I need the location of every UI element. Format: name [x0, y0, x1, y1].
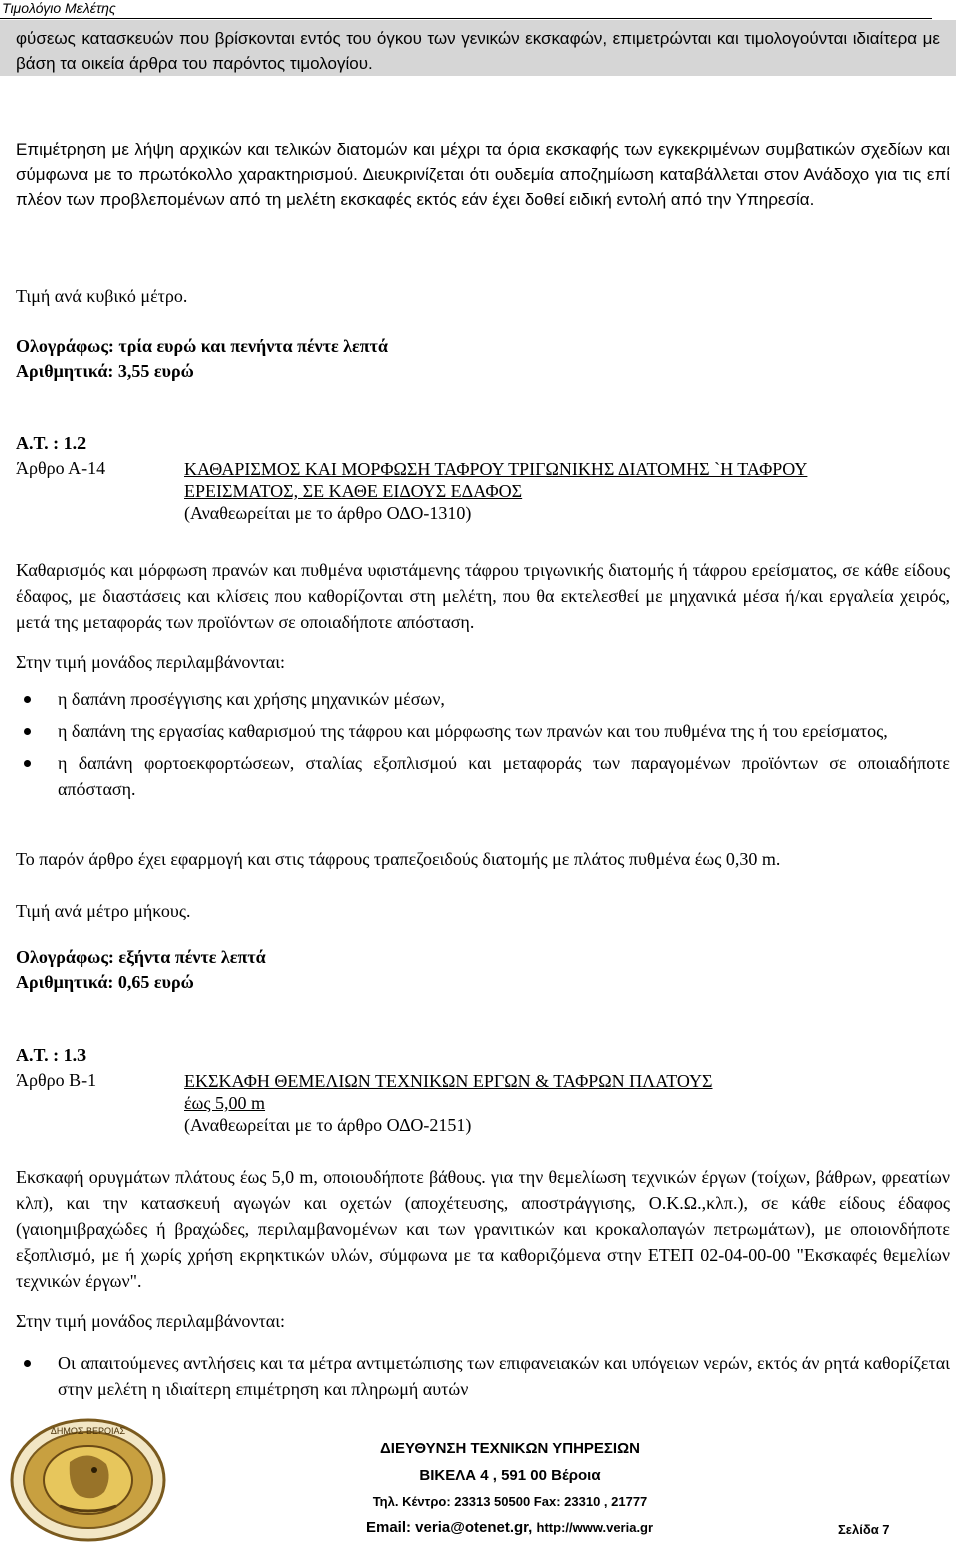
description-text: Εκσκαφή ορυγμάτων πλάτους έως 5,0 m, οποιουδήποτε βάθους. για την θεμελίωση τεχνικών έργων (τοίχων, βάθρων, φρεατίων κλπ), και την κατασκευή αγωγών και οχετών (αποχέτευσης, αποστράγγισης, Ο.Κ.Ω.,κλπ.), σε κάθε είδους έδαφος (γαιοημιβραχώδες ή βραχώδες, περιλαμβανομένων και των γρανιτικών και κροκαλοπαγών πετρωμάτων), με οποιονδήποτε εξοπλισμό, με ή χωρίς χρήση εκρηκτικών υλών, σύμφωνα με τα καθοριζόμενα στην ΕΤΕΠ 02-04-00-00 "Εκσκαφές θεμελίων τεχνικών έργων".: [16, 1167, 950, 1291]
bullet-icon: [24, 1360, 31, 1367]
list-item: η δαπάνη προσέγγισης και χρήσης μηχανικών μέσων,: [16, 686, 950, 712]
measurement-paragraph: Επιμέτρηση με λήψη αρχικών και τελικών διατομών και μέχρι τα όρια εκσκαφής των εγκεκριμένων συμβατικών σχεδίων και σύμφωνα με το πρωτόκολλο χαρακτηρισμού. Διευκρινίζεται ότι ουδεμία αποζημίωση καταβάλλεται στον Ανάδοχο για τις επί πλέον των προβλεπομένων από τη μελέτη εκσκαφές εκτός εάν έχει δοθεί ειδική εντολή από την Υπηρεσία.: [16, 140, 950, 209]
footer-address: ΒΙΚΕΛΑ 4 , 591 00 Βέροια: [419, 1467, 601, 1484]
article-label: Άρθρο Β-1: [16, 1070, 97, 1090]
price-unit-1: Τιμή ανά κυβικό μέτρο.: [16, 286, 188, 306]
footer-phones: Τηλ. Κέντρο: 23313 50500 Fax: 23310 , 21777: [372, 1494, 648, 1509]
includes-heading-1-3: Στην τιμή μονάδος περιλαμβάνονται:: [16, 1311, 286, 1331]
intro-shaded-box: [0, 20, 956, 76]
article-title: [184, 458, 952, 524]
article-title-line1: ΕΚΣΚΑΦΗ ΘΕΜΕΛΙΩΝ ΤΕΧΝΙΚΩΝ ΕΡΓΩΝ & ΤΑΦΡΩΝ ΠΛΑΤΟΥΣ: [184, 1071, 713, 1091]
document-title: Τιμολόγιο Μελέτης: [2, 0, 116, 16]
includes-list-1-2: [16, 686, 950, 808]
footer-department: ΔΙΕΥΘΥΝΣΗ ΤΕΧΝΙΚΩΝ ΥΠΗΡΕΣΙΩΝ: [380, 1440, 640, 1457]
article-title-line1: ΚΑΘΑΡΙΣΜΟΣ ΚΑΙ ΜΟΡΦΩΣΗ ΤΑΦΡΟΥ ΤΡΙΓΩΝΙΚΗΣ ΔΙΑΤΟΜΗΣ `Η ΤΑΦΡΟΥ: [184, 459, 808, 479]
footer-contact: [366, 1519, 653, 1536]
municipality-emblem-icon: [10, 1418, 166, 1542]
article-title: [184, 1070, 952, 1136]
article-code-1-3: Α.Τ. : 1.3: [16, 1045, 87, 1065]
article-description-1-3: [16, 1164, 950, 1294]
intro-text: φύσεως κατασκευών που βρίσκονται εντός του όγκου των γενικών εκσκαφών, επιμετρώνται και τιμολογούνται ιδιαίτερα με βάση τα οικεία άρθρα του παρόντος τιμολογίου.: [16, 29, 940, 73]
article-title-line2: έως 5,00 m: [184, 1093, 266, 1113]
list-item: η δαπάνη της εργασίας καθαρισμού της τάφρου και μόρφωσης των πρανών και του πυθμένα της ή του ερείσματος,: [16, 718, 950, 744]
page-header: [0, 0, 932, 19]
price-words-1: Ολογράφως: τρία ευρώ και πενήντα πέντε λεπτά: [16, 336, 388, 356]
price-numeric-2: Αριθμητικά: 0,65 ευρώ: [16, 972, 194, 992]
article-note-1-2: Το παρόν άρθρο έχει εφαρμογή και στις τάφρους τραπεζοειδούς διατομής με πλάτος πυθμένα έως 0,30 m.: [16, 849, 781, 869]
list-item: Οι απαιτούμενες αντλήσεις και τα μέτρα αντιμετώπισης των επιφανειακών και υπόγειων νερών, εκτός άν ρητά καθορίζεται στην μελέτη η ιδιαίτερη επιμέτρηση και πληρωμή αυτών: [16, 1350, 950, 1402]
page-number: Σελίδα 7: [838, 1522, 890, 1537]
footer-website-link[interactable]: http://www.veria.gr: [536, 1520, 654, 1535]
svg-text:ΔΗΜΟΣ ΒΕΡΟΙΑΣ: ΔΗΜΟΣ ΒΕΡΟΙΑΣ: [50, 1426, 126, 1436]
list-item: η δαπάνη φορτοεκφορτώσεων, σταλίας εξοπλισμού και μεταφοράς των παραγομένων προϊόντων σε οποιαδήποτε απόσταση.: [16, 750, 950, 802]
includes-heading-1-2: Στην τιμή μονάδος περιλαμβάνονται:: [16, 652, 286, 672]
article-reference: (Αναθεωρείται με το άρθρο ΟΔΟ-2151): [184, 1115, 472, 1135]
bullet-icon: [24, 728, 31, 735]
description-text: Καθαρισμός και μόρφωση πρανών και πυθμένα υφιστάμενης τάφρου τριγωνικής διατομής ή τάφρου ερείσματος, σε κάθε είδους έδαφος, με διαστάσεις και κλίσεις που καθορίζονται στη μελέτη, που θα εκτελεσθεί με μηχανικά μέσα ή/και εργαλεία χειρός, μετά της μεταφοράς των προϊόντων σε οποιαδήποτε απόσταση.: [16, 560, 950, 632]
article-description-1-2: [16, 557, 950, 635]
bullet-icon: [24, 760, 31, 767]
includes-list-1-3: [16, 1350, 950, 1408]
bullet-icon: [24, 696, 31, 703]
article-label: Άρθρο Α-14: [16, 458, 106, 478]
price-unit-2: Τιμή ανά μέτρο μήκους.: [16, 901, 191, 921]
price-words-2: Ολογράφως: εξήντα πέντε λεπτά: [16, 947, 266, 967]
article-code-1-2: Α.Τ. : 1.2: [16, 433, 87, 453]
price-numeric-1: Αριθμητικά: 3,55 ευρώ: [16, 361, 194, 381]
footer-email: Email: veria@otenet.gr,: [366, 1519, 533, 1536]
measurement-section: [16, 137, 950, 212]
article-reference: (Αναθεωρείται με το άρθρο ΟΔΟ-1310): [184, 503, 472, 523]
article-title-line2: ΕΡΕΙΣΜΑΤΟΣ, ΣΕ ΚΑΘΕ ΕΙΔΟΥΣ ΕΔΑΦΟΣ: [184, 481, 523, 501]
